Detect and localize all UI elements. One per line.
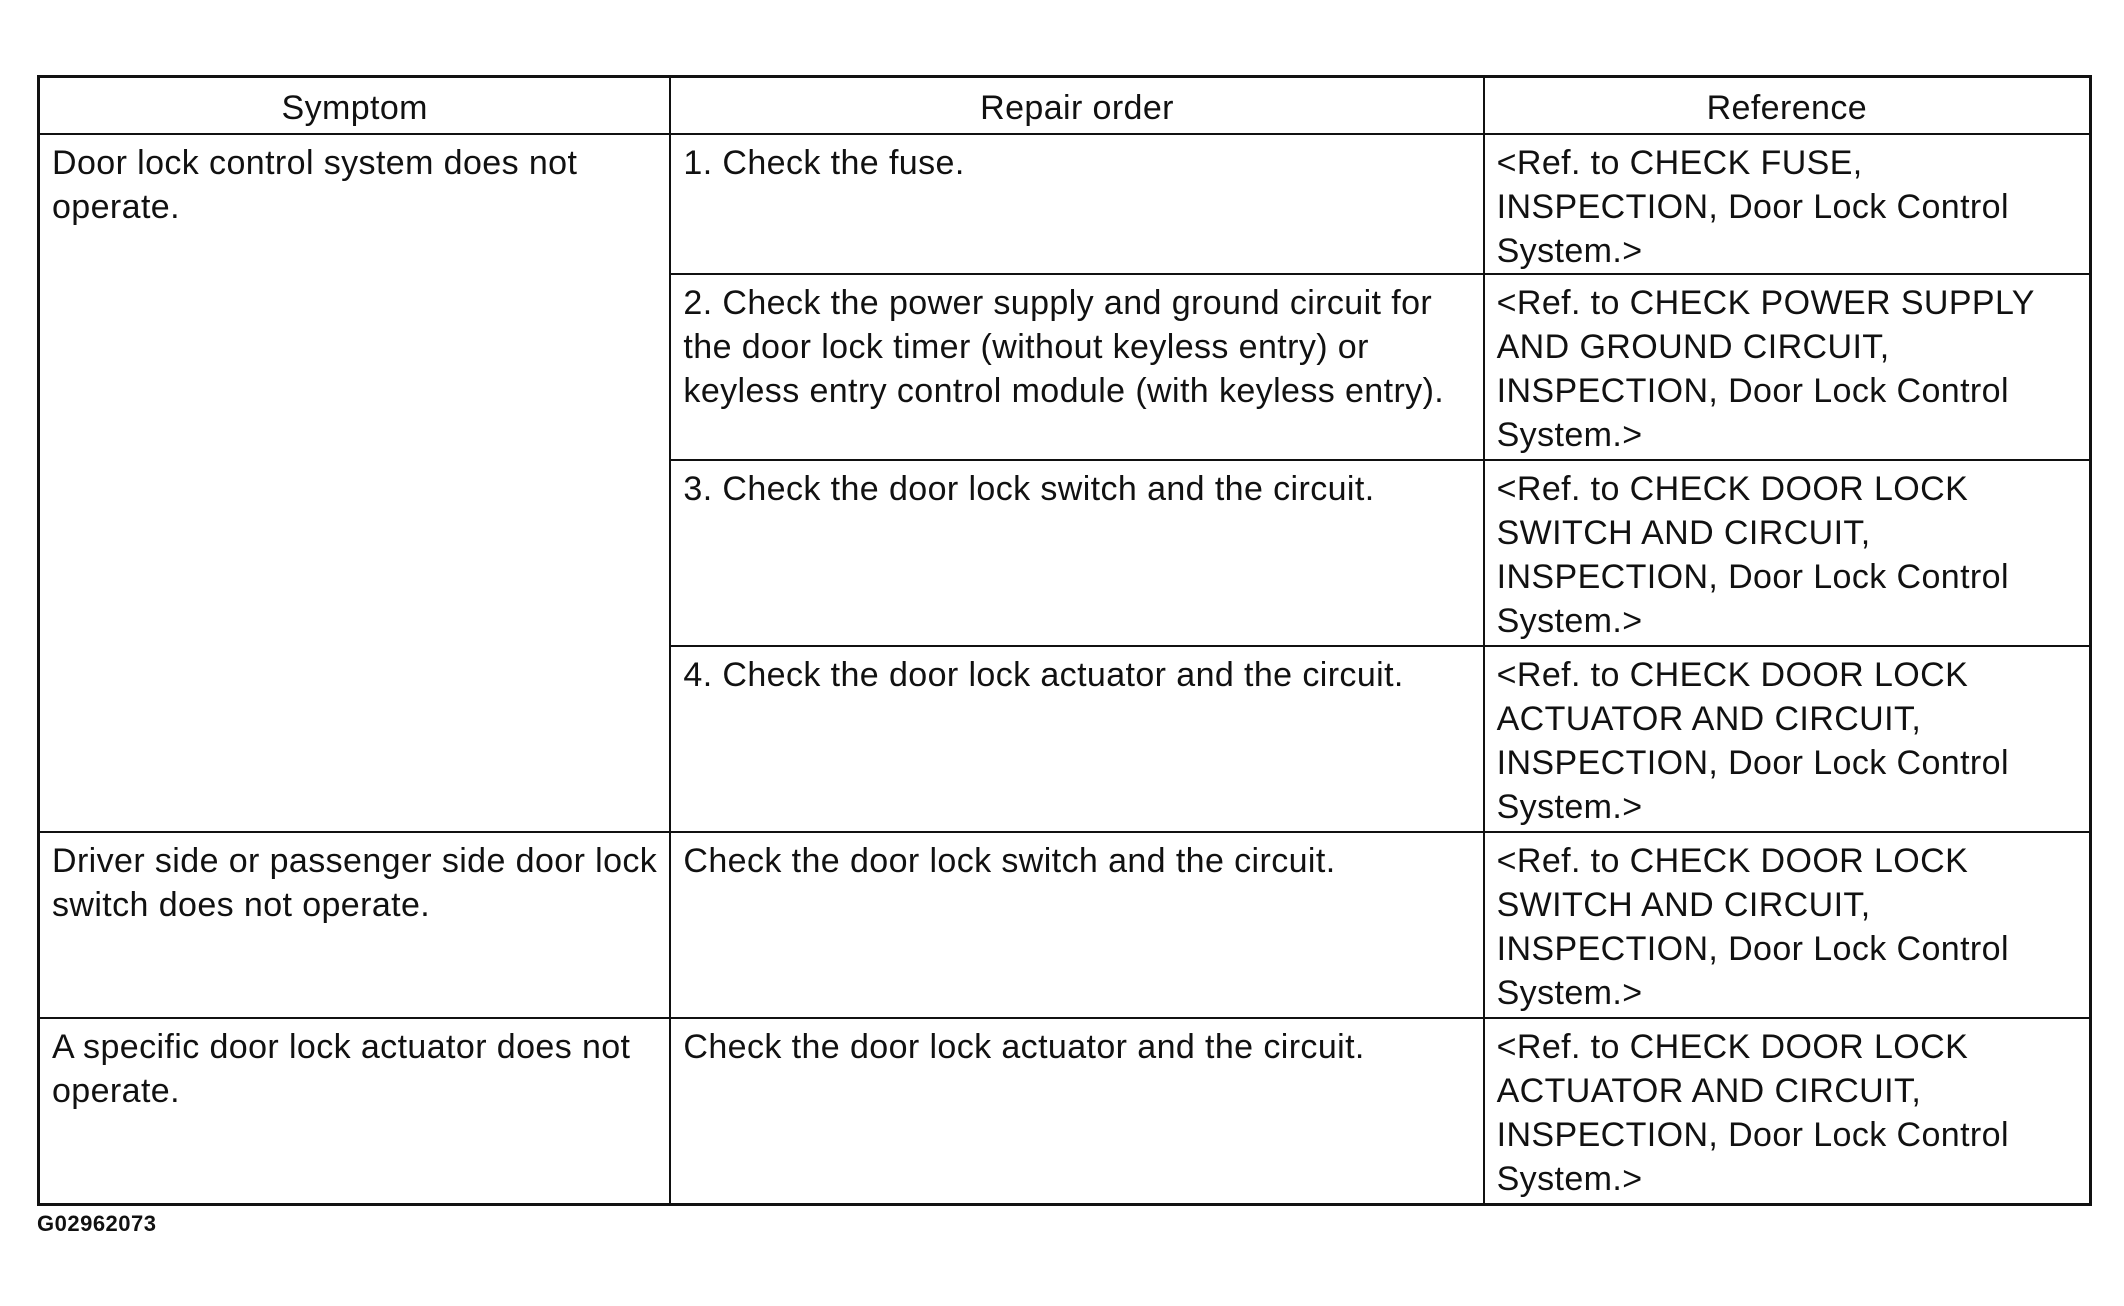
reference-cell: <Ref. to CHECK DOOR LOCK SWITCH AND CIRCUIT, INSPECTION, Door Lock Control System.>	[1484, 832, 2091, 1018]
repair-order-cell: 1. Check the fuse.	[670, 134, 1483, 274]
repair-order-cell: Check the door lock actuator and the circuit.	[670, 1018, 1483, 1205]
symptom-cell: Driver side or passenger side door lock switch does not operate.	[39, 832, 671, 1018]
reference-cell: <Ref. to CHECK FUSE, INSPECTION, Door Lock Control System.>	[1484, 134, 2091, 274]
symptom-cell: Door lock control system does not operate.	[39, 134, 671, 832]
reference-cell: <Ref. to CHECK DOOR LOCK ACTUATOR AND CIRCUIT, INSPECTION, Door Lock Control System.>	[1484, 646, 2091, 832]
figure-id: G02962073	[37, 1211, 157, 1236]
repair-order-cell: 2. Check the power supply and ground circuit for the door lock timer (without keyless entry) or keyless entry control module (with keyless entry).	[670, 274, 1483, 460]
reference-cell: <Ref. to CHECK POWER SUPPLY AND GROUND CIRCUIT, INSPECTION, Door Lock Control System.>	[1484, 274, 2091, 460]
troubleshooting-table	[37, 75, 2092, 1206]
table-row	[39, 832, 2091, 1018]
table-row	[39, 1018, 2091, 1205]
header-reference: Reference	[1484, 77, 2091, 135]
header-repair-order: Repair order	[670, 77, 1483, 135]
table-header-row	[39, 77, 2091, 135]
table-row	[39, 134, 2091, 274]
repair-order-cell: Check the door lock switch and the circuit.	[670, 832, 1483, 1018]
reference-cell: <Ref. to CHECK DOOR LOCK SWITCH AND CIRCUIT, INSPECTION, Door Lock Control System.>	[1484, 460, 2091, 646]
symptom-cell: A specific door lock actuator does not operate.	[39, 1018, 671, 1205]
reference-cell: <Ref. to CHECK DOOR LOCK ACTUATOR AND CIRCUIT, INSPECTION, Door Lock Control System.>	[1484, 1018, 2091, 1205]
header-symptom: Symptom	[39, 77, 671, 135]
repair-order-cell: 4. Check the door lock actuator and the circuit.	[670, 646, 1483, 832]
repair-order-cell: 3. Check the door lock switch and the circuit.	[670, 460, 1483, 646]
